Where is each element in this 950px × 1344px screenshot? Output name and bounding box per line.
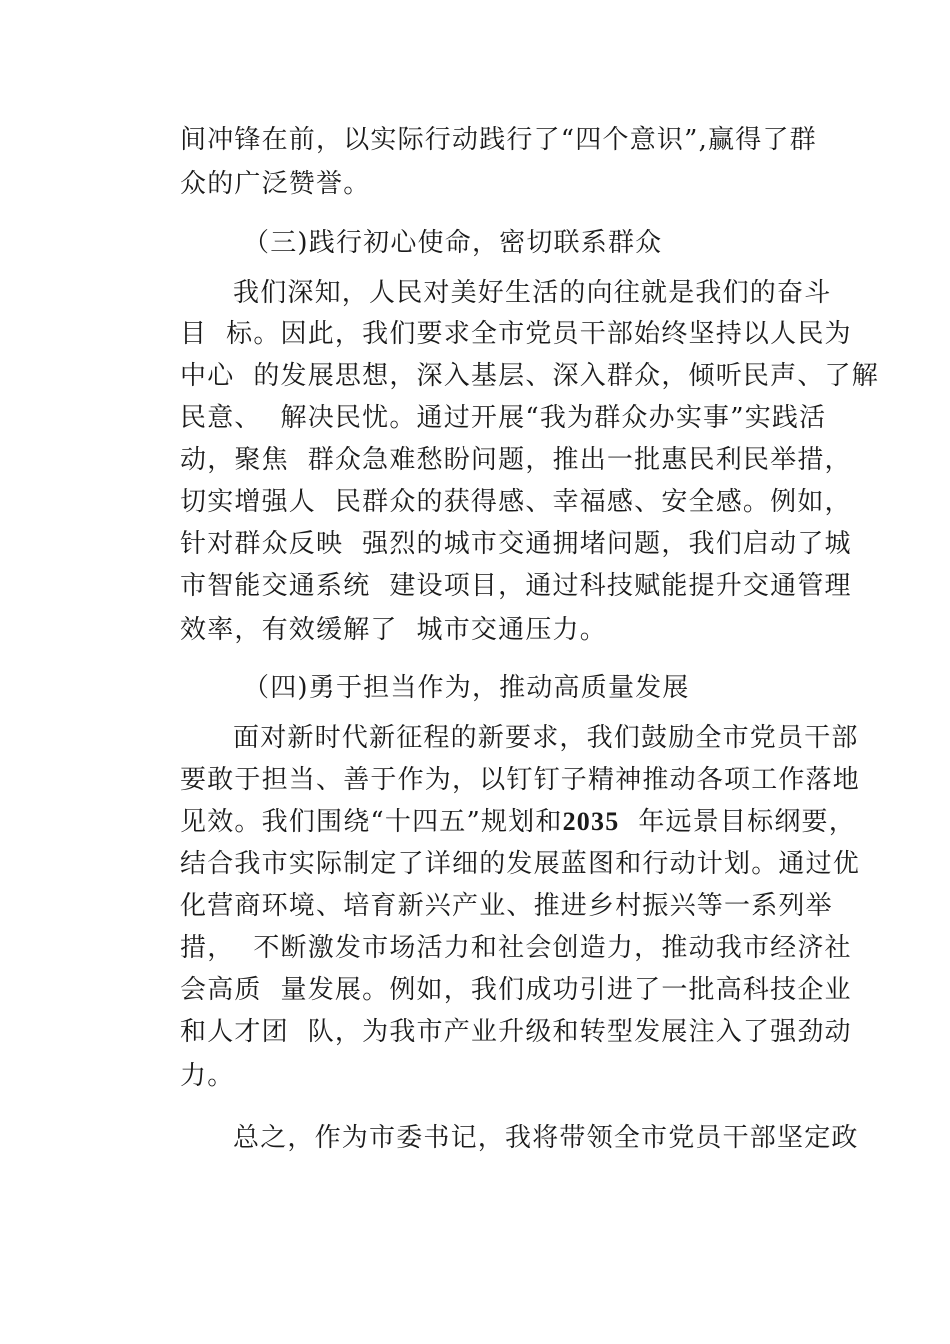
paragraph-line: 针对群众反映 强烈的城市交通拥堵问题，我们启动了城	[180, 529, 852, 559]
paragraph-line: 会高质 量发展。例如，我们成功引进了一批高科技企业	[180, 975, 852, 1005]
paragraph-line: 面对新时代新征程的新要求，我们鼓励全市党员干部	[233, 723, 859, 753]
section-heading-3: （三)践行初心使命，密切联系群众	[243, 228, 663, 258]
paragraph-line: 效率，有效缓解了 城市交通压力。	[180, 615, 607, 645]
paragraph-line: 间冲锋在前，以实际行动践行了“四个意识”,赢得了群	[180, 125, 817, 155]
paragraph-line: 措， 不断激发市场活力和社会创造力，推动我市经济社	[180, 933, 852, 963]
paragraph-line: 众的广泛赞誉。	[180, 169, 371, 199]
paragraph-line: 和人才团 队，为我市产业升级和转型发展注入了强劲动	[180, 1017, 852, 1047]
paragraph-line: 市智能交通系统 建设项目，通过科技赋能提升交通管理	[180, 571, 852, 601]
paragraph-line: 总之，作为市委书记，我将带领全市党员干部坚定政	[233, 1123, 859, 1153]
paragraph-line: 目 标。因此，我们要求全市党员干部始终坚持以人民为	[180, 319, 852, 349]
paragraph-line	[180, 805, 856, 839]
line-text: 见效。我们围绕“十四五”规划和	[180, 807, 563, 837]
paragraph-line: 要敢于担当、善于作为，以钉钉子精神推动各项工作落地	[180, 765, 861, 795]
paragraph-line: 结合我市实际制定了详细的发展蓝图和行动计划。通过优	[180, 849, 861, 879]
paragraph-line: 民意、 解决民忧。通过开展“我为群众办实事”实践活	[180, 403, 827, 433]
paragraph-line: 动，聚焦 群众急难愁盼问题，推出一批惠民利民举措，	[180, 445, 852, 475]
paragraph-line: 力。	[180, 1061, 235, 1091]
year-number: 2035	[562, 807, 620, 836]
paragraph-line: 我们深知，人民对美好生活的向往就是我们的奋斗	[233, 278, 832, 308]
line-text: 年远景目标纲要，	[619, 807, 856, 837]
paragraph-line: 中心 的发展思想，深入基层、深入群众，倾听民声、了解	[180, 361, 879, 391]
paragraph-line: 化营商环境、培育新兴产业、推进乡村振兴等一系列举	[180, 891, 833, 921]
paragraph-line: 切实增强人 民群众的获得感、幸福感、安全感。例如，	[180, 487, 852, 517]
section-heading-4: （四)勇于担当作为，推动高质量发展	[243, 673, 690, 703]
